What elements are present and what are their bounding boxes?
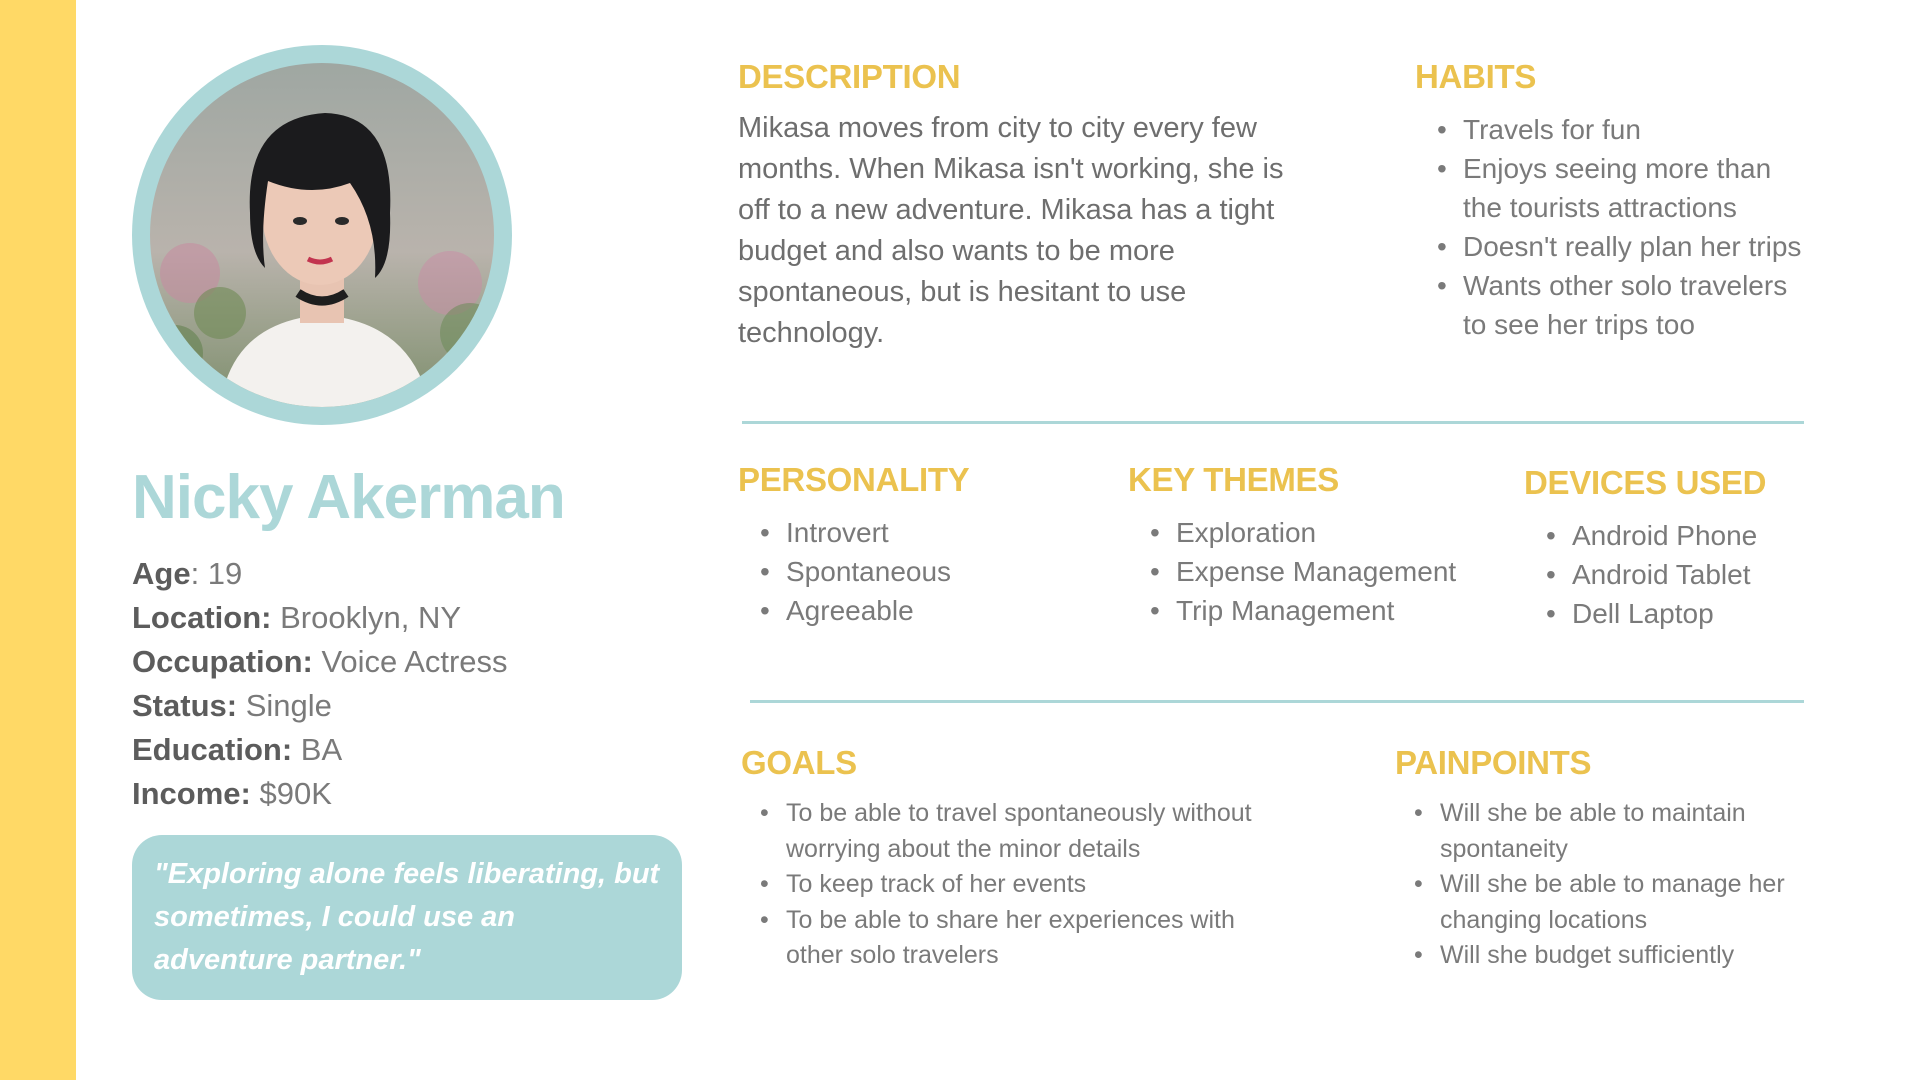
list-item: • Android Tablet [1524, 555, 1824, 594]
quote-box [132, 835, 682, 1000]
key-themes-heading: KEY THEMES [1128, 461, 1339, 498]
fact-label: Education: [132, 732, 293, 767]
fact-location [132, 596, 508, 640]
fact-value: : 19 [190, 556, 243, 591]
fact-label: Occupation: [132, 644, 313, 679]
list-item: • To be able to travel spontaneously without worrying about the minor details [738, 796, 1298, 867]
list-item: • Wants other solo travelers to see her trips too [1415, 266, 1815, 344]
goals-heading: GOALS [741, 744, 857, 781]
list-item: • Travels for fun [1415, 110, 1815, 149]
list-item: • Doesn't really plan her trips [1415, 227, 1815, 266]
avatar-ring [132, 45, 512, 425]
list-item: • Exploration [1128, 513, 1508, 552]
devices-heading: DEVICES USED [1524, 464, 1767, 501]
fact-label: Location: [132, 600, 272, 635]
fact-label: Status: [132, 688, 238, 723]
fact-income [132, 772, 508, 816]
persona-facts [132, 552, 508, 816]
fact-occupation [132, 640, 508, 684]
fact-value: Brooklyn, NY [271, 600, 462, 635]
persona-name: Nicky Akerman [132, 463, 565, 532]
list-item: • Introvert [738, 513, 1098, 552]
divider-top [742, 421, 1804, 424]
list-item: • To keep track of her events [738, 867, 1298, 903]
list-item: • Expense Management [1128, 552, 1508, 591]
fact-value: BA [292, 732, 343, 767]
habits-heading: HABITS [1415, 58, 1537, 95]
fact-value: $90K [250, 776, 332, 811]
painpoints-list [1392, 796, 1832, 974]
persona-quote: "Exploring alone feels liberating, but sometimes, I could use an adventure partner." [154, 858, 660, 976]
description-heading: DESCRIPTION [738, 58, 961, 95]
list-item: • Will she budget sufficiently [1392, 938, 1832, 974]
fact-value: Voice Actress [312, 644, 508, 679]
list-item: • Trip Management [1128, 591, 1508, 630]
fact-education [132, 728, 508, 772]
devices-list [1524, 516, 1824, 633]
list-item: • Enjoys seeing more than the tourists attractions [1415, 149, 1815, 227]
avatar [150, 63, 494, 407]
fact-age [132, 552, 508, 596]
fact-status [132, 684, 508, 728]
fact-label: Income: [132, 776, 251, 811]
personality-list [738, 513, 1098, 630]
list-item: • Will she be able to maintain spontaneity [1392, 796, 1832, 867]
avatar-photo [150, 63, 494, 407]
list-item: • Will she be able to manage her changing locations [1392, 867, 1832, 938]
list-item: • Android Phone [1524, 516, 1824, 555]
fact-value: Single [237, 688, 332, 723]
key-themes-list [1128, 513, 1508, 630]
list-item: • Dell Laptop [1524, 594, 1824, 633]
fact-label: Age [132, 556, 191, 591]
divider-bottom [750, 700, 1804, 703]
description-text: Mikasa moves from city to city every few months. When Mikasa isn't working, she is off to a new adventure. Mikasa has a tight budget and also wants to be more spontaneous, but is hesitant to use technology. [738, 112, 1284, 349]
list-item: • To be able to share her experiences with other solo travelers [738, 903, 1298, 974]
personality-heading: PERSONALITY [738, 461, 970, 498]
habits-list [1415, 110, 1815, 344]
list-item: • Spontaneous [738, 552, 1098, 591]
goals-list [738, 796, 1298, 974]
accent-bar [0, 0, 76, 1080]
list-item: • Agreeable [738, 591, 1098, 630]
painpoints-heading: PAINPOINTS [1395, 744, 1592, 781]
